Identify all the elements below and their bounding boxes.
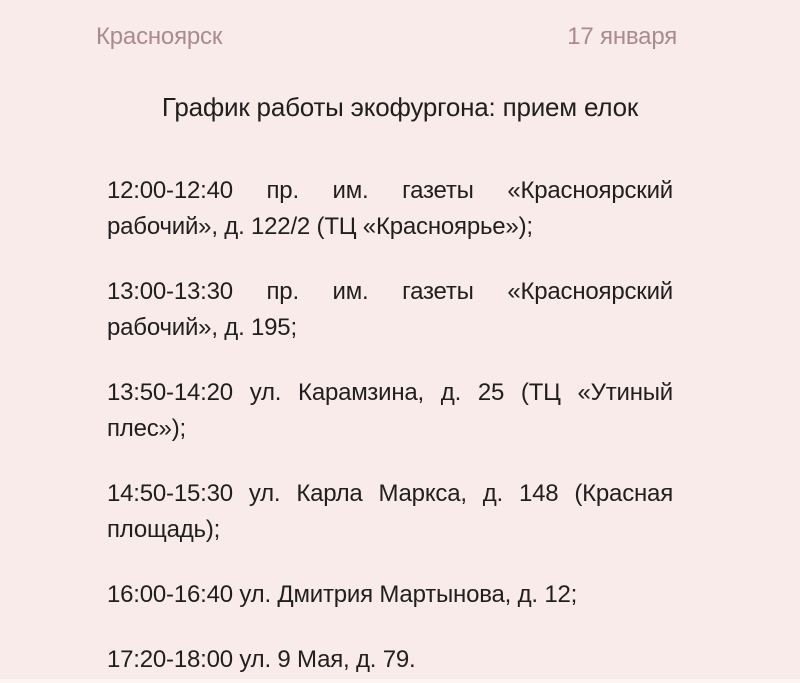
header-row	[0, 23, 800, 51]
schedule-entry	[107, 577, 673, 613]
entry-location: ул. 9 Мая, д. 79.	[239, 646, 416, 673]
entry-time: 14:50-15:30	[107, 480, 233, 507]
entry-location: ул. Карла Маркса, д. 148 (Красная площадь);	[107, 480, 673, 543]
entry-location: ул. Карамзина, д. 25 (ТЦ «Утиный плес»);	[107, 379, 674, 442]
entry-time: 13:50-14:20	[107, 379, 233, 406]
page-title: График работы экофургона: прием елок	[161, 92, 639, 122]
schedule-entry	[107, 375, 673, 447]
schedule-entry	[107, 476, 673, 548]
entry-location: ул. Дмитрия Мартынова, д. 12;	[239, 581, 578, 608]
entry-location: пр. им. газеты «Красноярский рабочий», д. 195;	[107, 278, 673, 341]
entry-time: 12:00-12:40	[107, 177, 233, 204]
bottom-edge-strip	[0, 679, 800, 683]
schedule-entry	[107, 274, 673, 346]
schedule-entry	[107, 173, 673, 245]
entry-time: 16:00-16:40	[107, 581, 233, 608]
date-label: 17 января	[567, 23, 677, 50]
entry-time: 17:20-18:00	[107, 646, 233, 673]
entry-time: 13:00-13:30	[107, 278, 233, 305]
entry-location: пр. им. газеты «Красноярский рабочий», д. 122/2 (ТЦ «Красноярье»);	[107, 177, 673, 240]
schedule-list	[107, 173, 673, 678]
city-label: Красноярск	[96, 23, 223, 50]
schedule-entry	[107, 642, 673, 678]
